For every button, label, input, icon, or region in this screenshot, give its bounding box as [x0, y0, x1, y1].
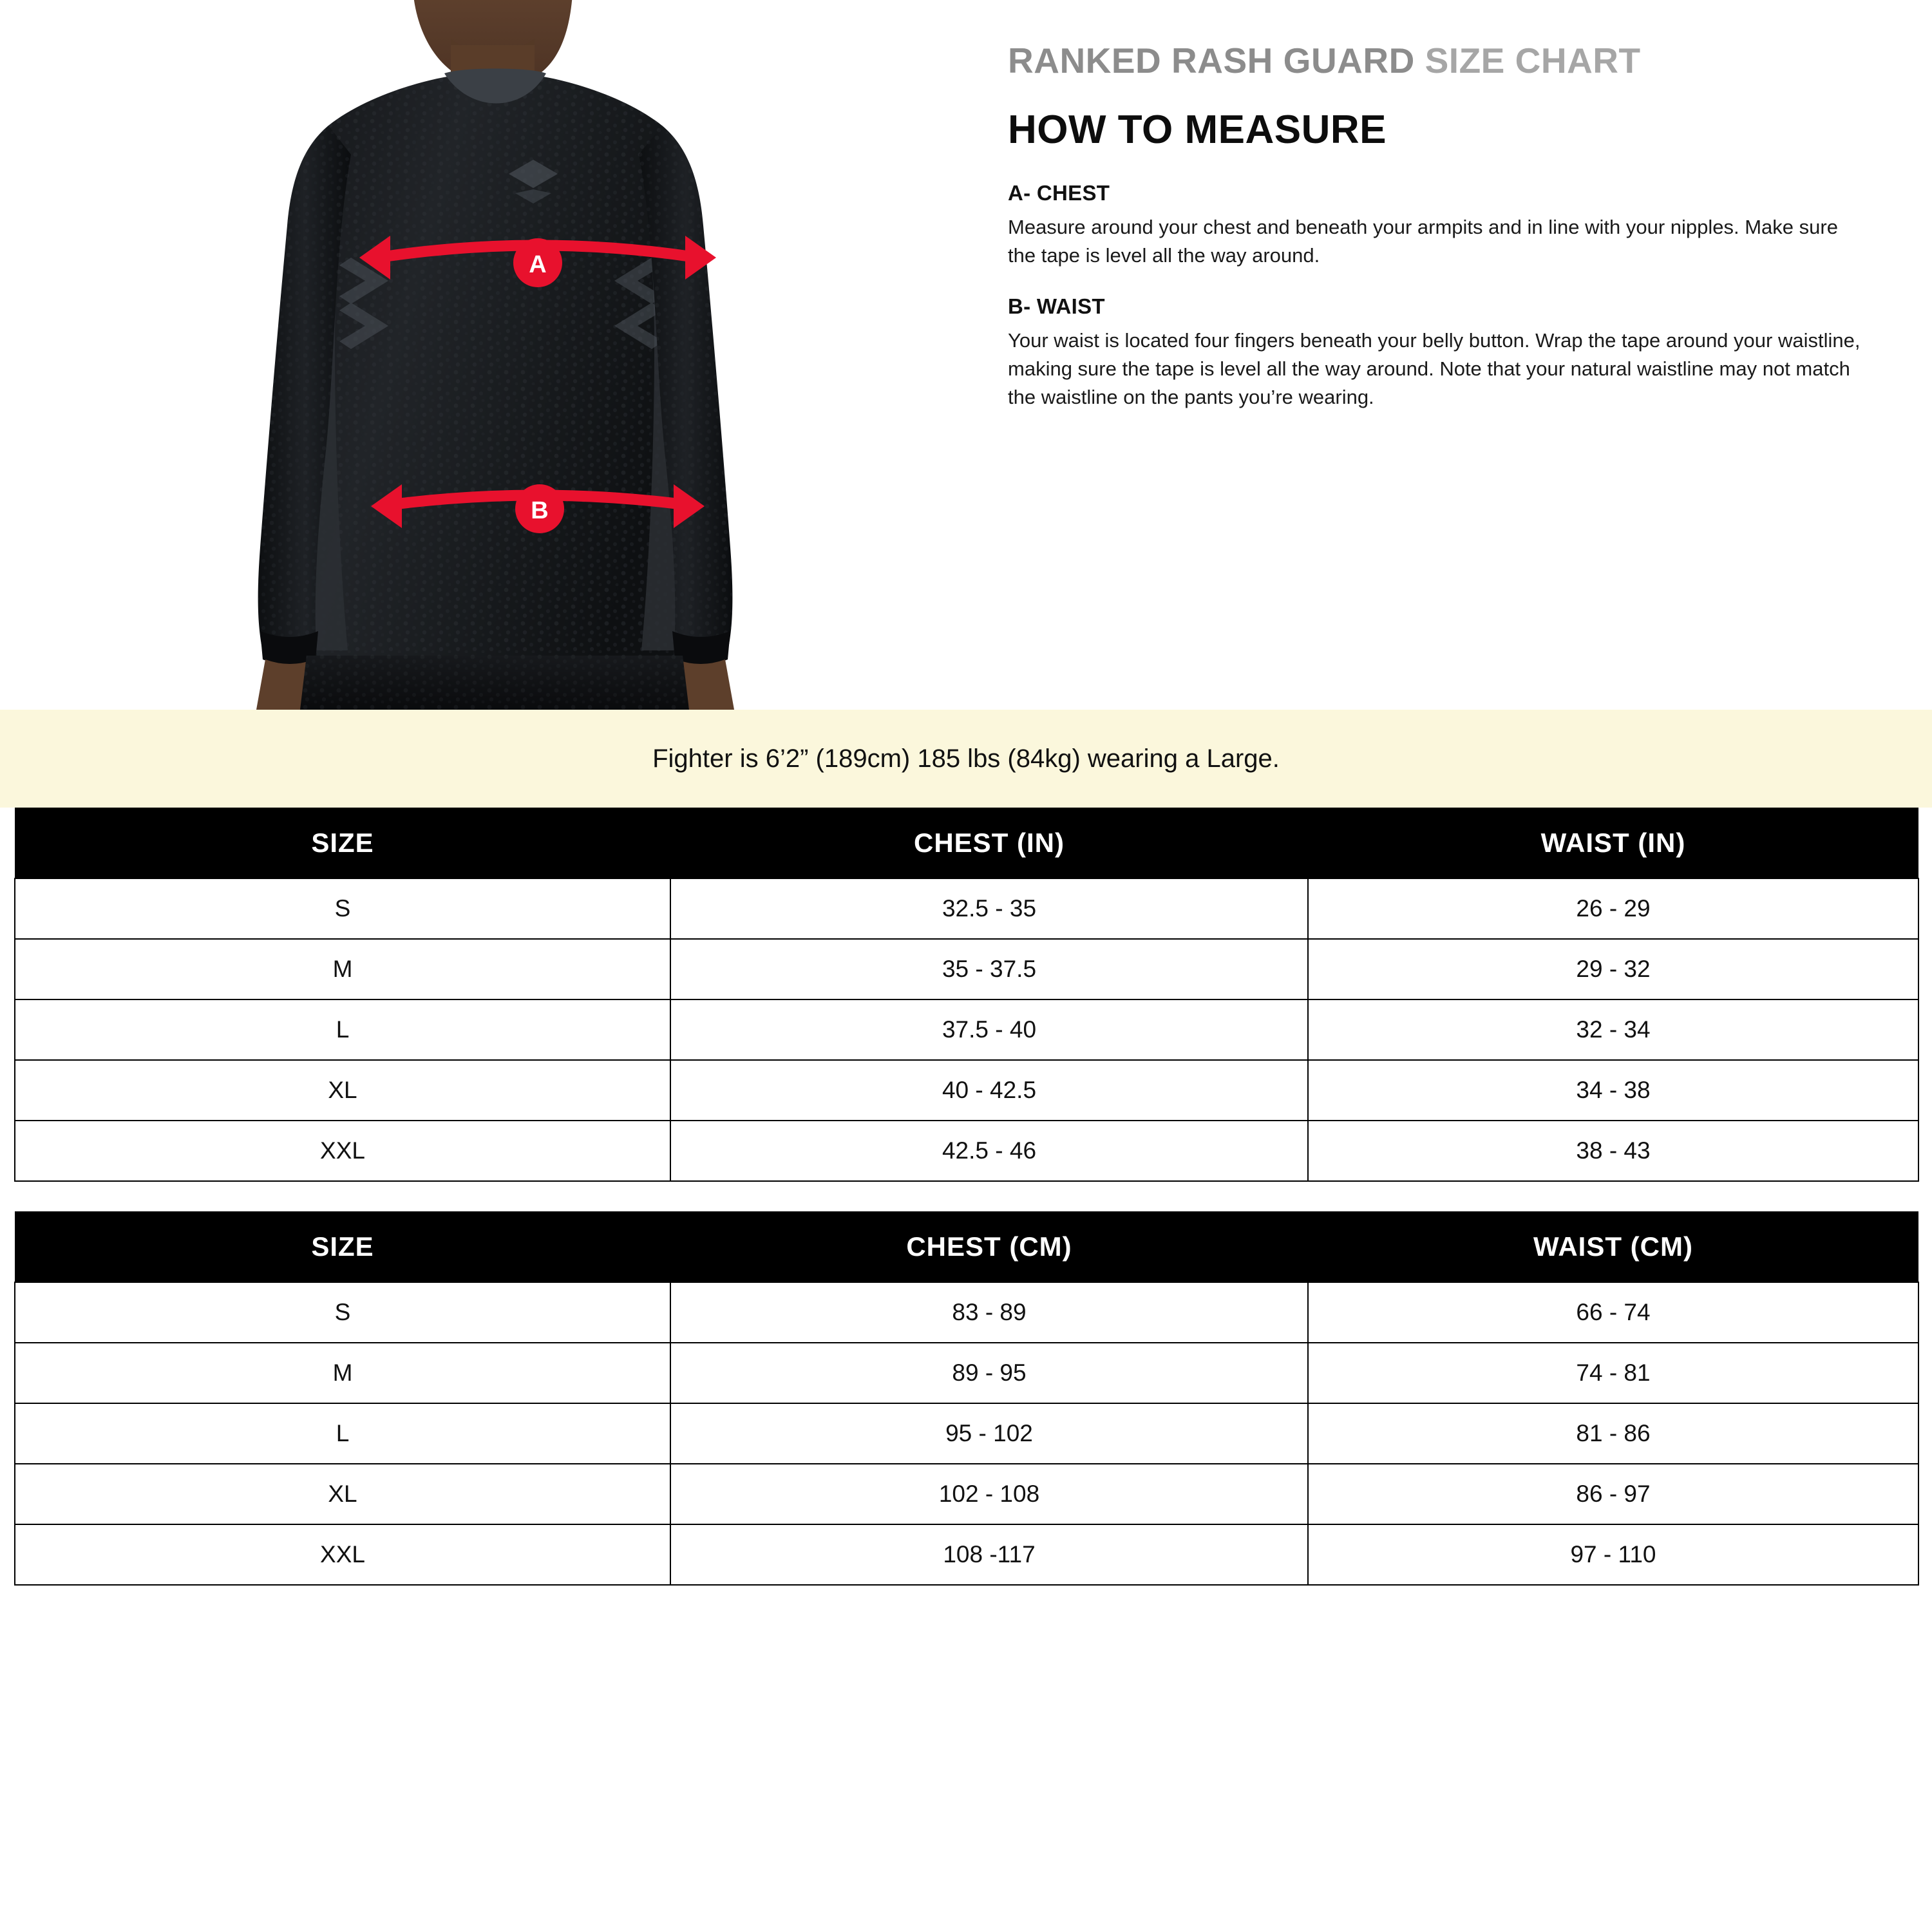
table-row: [15, 1464, 1918, 1524]
cell-size: XXL: [15, 1121, 670, 1181]
cell-waist: 34 - 38: [1308, 1060, 1918, 1121]
cell-chest: 95 - 102: [670, 1403, 1308, 1464]
cell-size: L: [15, 999, 670, 1060]
model-figure: [0, 0, 995, 710]
inches-table-wrap: [0, 808, 1932, 1182]
cm-table-wrap: [0, 1211, 1932, 1586]
cell-waist: 74 - 81: [1308, 1343, 1918, 1403]
page-title-light: SIZE CHART: [1414, 41, 1641, 80]
cell-size: XL: [15, 1060, 670, 1121]
fighter-note-text: Fighter is 6’2” (189cm) 185 lbs (84kg) wearing a Large.: [652, 744, 1280, 773]
column-header-size: SIZE: [15, 808, 670, 878]
page-title: [1008, 40, 1880, 81]
cell-chest: 35 - 37.5: [670, 939, 1308, 999]
cell-chest: 102 - 108: [670, 1464, 1308, 1524]
cell-waist: 86 - 97: [1308, 1464, 1918, 1524]
table-row: [15, 1121, 1918, 1181]
cell-chest: 42.5 - 46: [670, 1121, 1308, 1181]
column-header-size: SIZE: [15, 1211, 670, 1282]
size-table-centimeters: [14, 1211, 1919, 1586]
chest-section-body: Measure around your chest and beneath your armpits and in line with your nipples. Make sure the tape is level all the way around.: [1008, 216, 1838, 267]
waist-section-heading: B- WAIST: [1008, 294, 1105, 319]
fighter-note-banner: [0, 710, 1932, 808]
page-title-strong: RANKED RASH GUARD: [1008, 41, 1415, 80]
instructions-panel: [995, 0, 1932, 710]
cell-size: S: [15, 878, 670, 939]
table-row: [15, 1403, 1918, 1464]
table-row: [15, 999, 1918, 1060]
cell-waist: 66 - 74: [1308, 1282, 1918, 1343]
size-table-inches: [14, 808, 1919, 1182]
cell-size: L: [15, 1403, 670, 1464]
waist-section-body: Your waist is located four fingers beneath your belly button. Wrap the tape around your waistline, making sure the tape is level all the way around. Note that your natural waistline may not match the waistline on the pants you’re wearing.: [1008, 329, 1861, 409]
waist-marker-label: B: [531, 497, 549, 524]
cell-waist: 97 - 110: [1308, 1524, 1918, 1585]
cell-size: XL: [15, 1464, 670, 1524]
table-row: [15, 939, 1918, 999]
chest-marker-label: A: [529, 251, 547, 278]
table-header-row: [15, 1211, 1918, 1282]
fight-shorts: [300, 656, 689, 710]
cell-chest: 32.5 - 35: [670, 878, 1308, 939]
top-section: [0, 0, 1932, 710]
cell-size: M: [15, 939, 670, 999]
cell-waist: 81 - 86: [1308, 1403, 1918, 1464]
table-row: [15, 1343, 1918, 1403]
table-row: [15, 1060, 1918, 1121]
table-header-row: [15, 808, 1918, 878]
cell-waist: 32 - 34: [1308, 999, 1918, 1060]
cell-size: S: [15, 1282, 670, 1343]
cell-chest: 108 -117: [670, 1524, 1308, 1585]
cell-chest: 37.5 - 40: [670, 999, 1308, 1060]
table-gap: [0, 1182, 1932, 1211]
cell-size: XXL: [15, 1524, 670, 1585]
cell-waist: 38 - 43: [1308, 1121, 1918, 1181]
rash-guard-illustration: [0, 0, 995, 710]
column-header-chest: CHEST (IN): [670, 808, 1308, 878]
cell-waist: 26 - 29: [1308, 878, 1918, 939]
table-row: [15, 1282, 1918, 1343]
column-header-waist: WAIST (IN): [1308, 808, 1918, 878]
column-header-chest: CHEST (CM): [670, 1211, 1308, 1282]
cell-waist: 29 - 32: [1308, 939, 1918, 999]
cell-chest: 89 - 95: [670, 1343, 1308, 1403]
cell-chest: 83 - 89: [670, 1282, 1308, 1343]
column-header-waist: WAIST (CM): [1308, 1211, 1918, 1282]
cell-size: M: [15, 1343, 670, 1403]
how-to-measure-heading: HOW TO MEASURE: [1008, 108, 1387, 152]
table-row: [15, 878, 1918, 939]
table-row: [15, 1524, 1918, 1585]
cell-chest: 40 - 42.5: [670, 1060, 1308, 1121]
chest-section-heading: A- CHEST: [1008, 181, 1110, 205]
